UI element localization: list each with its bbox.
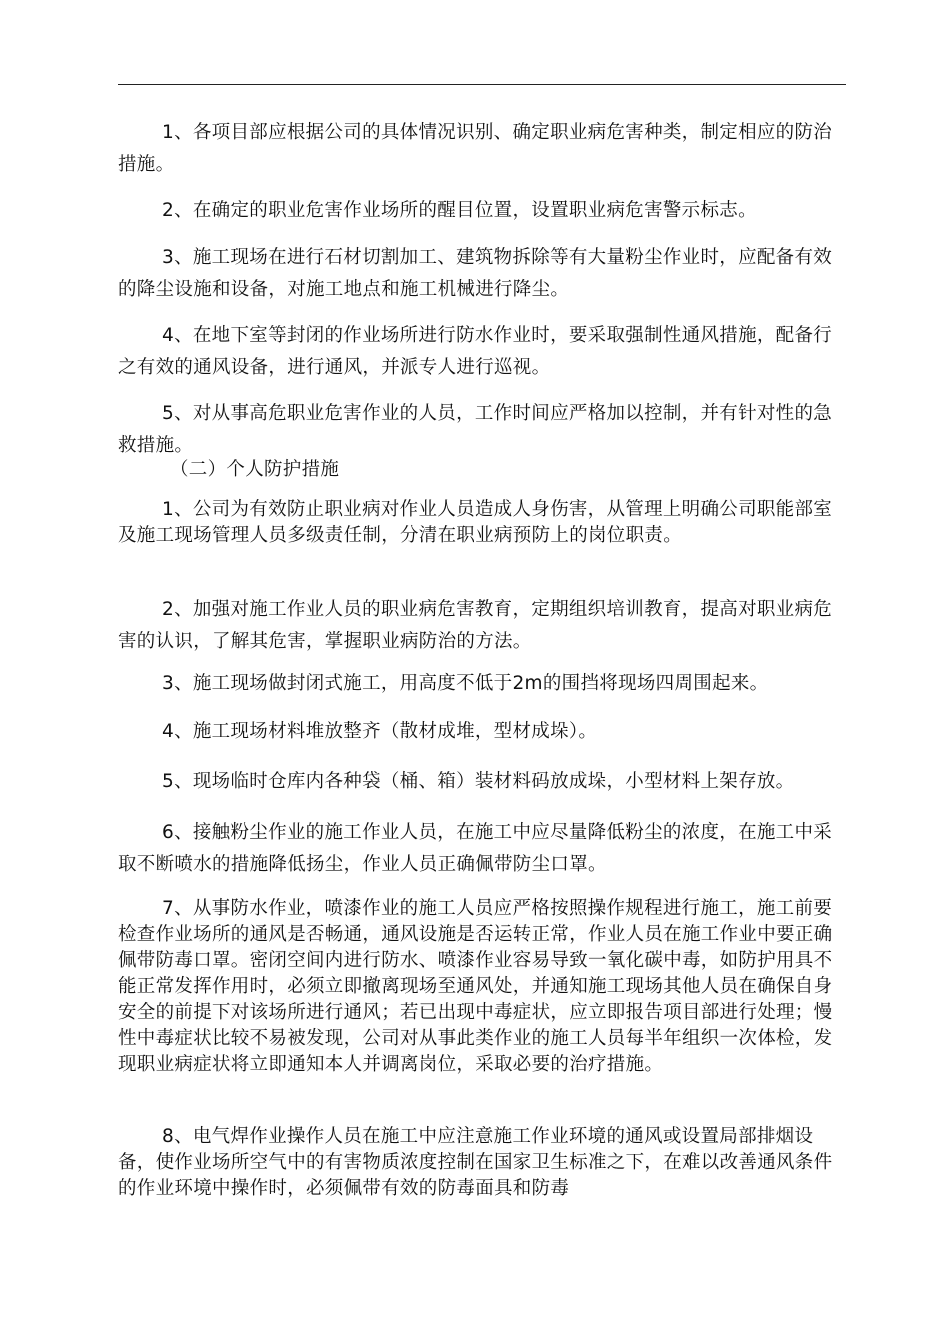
paragraph-5: 5、对从事高危职业危害作业的人员，工作时间应严格加以控制，并有针对性的急救措施。 [118, 403, 833, 456]
paragraph-4: 4、在地下室等封闭的作业场所进行防水作业时，要采取强制性通风措施，配备行之有效的通风设备，进行通风，并派专人进行巡视。 [118, 325, 833, 378]
paragraph-13: 8、电气焊作业操作人员在施工中应注意施工作业环境的通风或设置局部排烟设备，使作业场所空气中的有害物质浓度控制在国家卫生标准之下，在难以改善通风条件的作业环境中操作时，必须佩带有效的防毒面具和防毒 [118, 1126, 833, 1199]
paragraph-3: 3、施工现场在进行石材切割加工、建筑物拆除等有大量粉尘作业时，应配备有效的降尘设施和设备，对施工地点和施工机械进行降尘。 [118, 247, 833, 300]
paragraph-7: 2、加强对施工作业人员的职业病危害教育，定期组织培训教育，提高对职业病危害的认识，了解其危害，掌握职业病防治的方法。 [118, 599, 833, 652]
paragraph-2: 2、在确定的职业危害作业场所的醒目位置，设置职业病危害警示标志。 [162, 200, 757, 221]
section-heading: （二）个人防护措施 [170, 459, 340, 480]
paragraph-11: 6、接触粉尘作业的施工作业人员，在施工中应尽量降低粉尘的浓度，在施工中采取不断喷水的措施降低扬尘，作业人员正确佩带防尘口罩。 [118, 822, 833, 875]
header-rule [118, 84, 846, 85]
paragraph-6: 1、公司为有效防止职业病对作业人员造成人身伤害，从管理上明确公司职能部室及施工现场管理人员多级责任制，分清在职业病预防上的岗位职责。 [118, 499, 833, 546]
paragraph-10: 5、现场临时仓库内各种袋（桶、箱）装材料码放成垛，小型材料上架存放。 [162, 771, 795, 792]
paragraph-8: 3、施工现场做封闭式施工，用高度不低于2m的围挡将现场四周围起来。 [162, 673, 769, 694]
paragraph-12: 7、从事防水作业，喷漆作业的施工人员应严格按照操作规程进行施工，施工前要检查作业场所的通风是否畅通，通风设施是否运转正常，作业人员在施工作业中要正确佩带防毒口罩。密闭空间内进行防水、喷漆作业容易导致一氧化碳中毒，如防护用具不能正常发挥作用时，必须立即撤离现场至通风处，并通知施工现场其他人员在确保自身安全的前提下对该场所进行通风；若已出现中毒症状，应立即报告项目部进行处理；慢性中毒症状比较不易被发现，公司对从事此类作业的施工人员每半年组织一次体检，发现职业病症状将立即通知本人并调离岗位，采取必要的治疗措施。 [118, 898, 833, 1075]
paragraph-1: 1、各项目部应根据公司的具体情况识别、确定职业病危害种类，制定相应的防治措施。 [118, 122, 833, 175]
paragraph-9: 4、施工现场材料堆放整齐（散材成堆，型材成垛）。 [162, 721, 598, 742]
